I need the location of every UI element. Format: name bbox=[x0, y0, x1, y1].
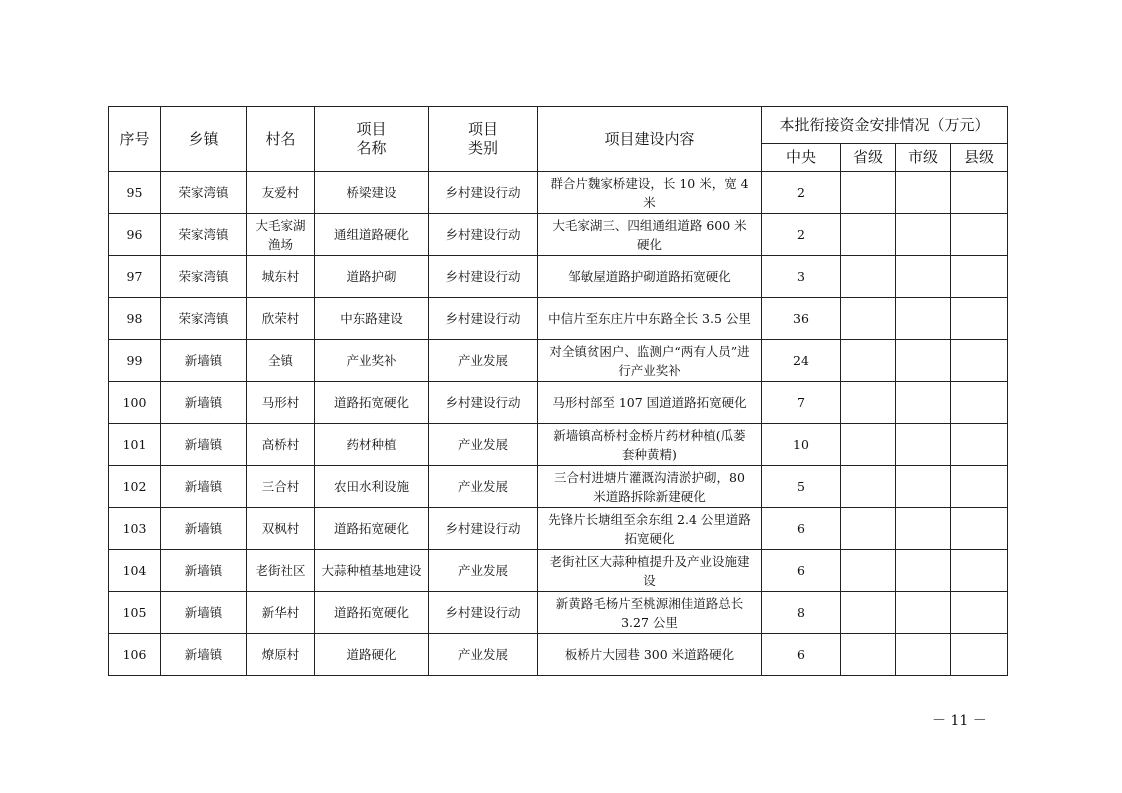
table-row bbox=[109, 550, 1008, 592]
cell-seq: 105 bbox=[109, 592, 161, 634]
cell-township: 荣家湾镇 bbox=[161, 256, 247, 298]
cell-city bbox=[896, 508, 951, 550]
cell-county bbox=[951, 340, 1008, 382]
cell-project-type: 乡村建设行动 bbox=[429, 382, 538, 424]
cell-project-name: 道路拓宽硬化 bbox=[315, 508, 429, 550]
cell-township: 新墙镇 bbox=[161, 424, 247, 466]
table-row bbox=[109, 634, 1008, 676]
header-seq: 序号 bbox=[109, 107, 161, 172]
table-row bbox=[109, 298, 1008, 340]
table-row bbox=[109, 466, 1008, 508]
header-provincial: 省级 bbox=[841, 144, 896, 172]
cell-provincial bbox=[841, 298, 896, 340]
cell-provincial bbox=[841, 382, 896, 424]
page-number: － 11 － bbox=[932, 713, 987, 729]
cell-project-name: 中东路建设 bbox=[315, 298, 429, 340]
cell-project-type: 乡村建设行动 bbox=[429, 298, 538, 340]
cell-county bbox=[951, 550, 1008, 592]
cell-central: 6 bbox=[762, 550, 841, 592]
cell-county bbox=[951, 214, 1008, 256]
cell-county bbox=[951, 298, 1008, 340]
cell-project-type: 乡村建设行动 bbox=[429, 592, 538, 634]
cell-county bbox=[951, 382, 1008, 424]
cell-township: 荣家湾镇 bbox=[161, 298, 247, 340]
cell-content: 中信片至东庄片中东路全长 3.5 公里 bbox=[538, 298, 762, 340]
cell-village: 友爱村 bbox=[247, 172, 315, 214]
cell-city bbox=[896, 424, 951, 466]
table-header bbox=[109, 107, 1008, 172]
cell-township: 新墙镇 bbox=[161, 634, 247, 676]
cell-seq: 96 bbox=[109, 214, 161, 256]
cell-content: 群合片魏家桥建设，长 10 米，宽 4 米 bbox=[538, 172, 762, 214]
cell-township: 新墙镇 bbox=[161, 382, 247, 424]
cell-village: 全镇 bbox=[247, 340, 315, 382]
cell-project-name: 道路护砌 bbox=[315, 256, 429, 298]
cell-central: 7 bbox=[762, 382, 841, 424]
cell-village: 燎原村 bbox=[247, 634, 315, 676]
cell-seq: 95 bbox=[109, 172, 161, 214]
table-body bbox=[109, 172, 1008, 676]
cell-village: 双枫村 bbox=[247, 508, 315, 550]
cell-provincial bbox=[841, 340, 896, 382]
cell-project-name: 药材种植 bbox=[315, 424, 429, 466]
cell-content: 三合村进塘片灌溉沟清淤护砌，80 米道路拆除新建硬化 bbox=[538, 466, 762, 508]
cell-township: 荣家湾镇 bbox=[161, 214, 247, 256]
cell-seq: 104 bbox=[109, 550, 161, 592]
cell-county bbox=[951, 424, 1008, 466]
header-central: 中央 bbox=[762, 144, 841, 172]
cell-project-type: 产业发展 bbox=[429, 634, 538, 676]
cell-central: 36 bbox=[762, 298, 841, 340]
cell-village: 欣荣村 bbox=[247, 298, 315, 340]
cell-project-type: 产业发展 bbox=[429, 340, 538, 382]
cell-central: 2 bbox=[762, 214, 841, 256]
cell-project-name: 道路拓宽硬化 bbox=[315, 592, 429, 634]
cell-county bbox=[951, 508, 1008, 550]
cell-city bbox=[896, 592, 951, 634]
cell-project-type: 乡村建设行动 bbox=[429, 256, 538, 298]
cell-village: 高桥村 bbox=[247, 424, 315, 466]
table-row bbox=[109, 340, 1008, 382]
cell-county bbox=[951, 592, 1008, 634]
cell-township: 新墙镇 bbox=[161, 592, 247, 634]
cell-central: 2 bbox=[762, 172, 841, 214]
cell-county bbox=[951, 466, 1008, 508]
header-content: 项目建设内容 bbox=[538, 107, 762, 172]
table-row bbox=[109, 214, 1008, 256]
cell-content: 老街社区大蒜种植提升及产业设施建设 bbox=[538, 550, 762, 592]
cell-provincial bbox=[841, 466, 896, 508]
cell-content: 马形村部至 107 国道道路拓宽硬化 bbox=[538, 382, 762, 424]
cell-provincial bbox=[841, 172, 896, 214]
cell-project-type: 乡村建设行动 bbox=[429, 172, 538, 214]
funding-table bbox=[108, 106, 1008, 676]
cell-central: 24 bbox=[762, 340, 841, 382]
cell-central: 6 bbox=[762, 634, 841, 676]
cell-provincial bbox=[841, 256, 896, 298]
cell-seq: 103 bbox=[109, 508, 161, 550]
table-row bbox=[109, 508, 1008, 550]
header-township: 乡镇 bbox=[161, 107, 247, 172]
header-funding: 本批衔接资金安排情况（万元） bbox=[762, 107, 1008, 144]
cell-project-type: 产业发展 bbox=[429, 550, 538, 592]
header-project-type: 项目 类别 bbox=[429, 107, 538, 172]
cell-provincial bbox=[841, 592, 896, 634]
cell-city bbox=[896, 382, 951, 424]
cell-provincial bbox=[841, 550, 896, 592]
cell-central: 8 bbox=[762, 592, 841, 634]
cell-city bbox=[896, 340, 951, 382]
cell-content: 板桥片大园巷 300 米道路硬化 bbox=[538, 634, 762, 676]
header-county: 县级 bbox=[951, 144, 1008, 172]
cell-seq: 100 bbox=[109, 382, 161, 424]
cell-city bbox=[896, 214, 951, 256]
cell-city bbox=[896, 256, 951, 298]
cell-city bbox=[896, 466, 951, 508]
table-row bbox=[109, 256, 1008, 298]
cell-county bbox=[951, 634, 1008, 676]
cell-county bbox=[951, 172, 1008, 214]
cell-provincial bbox=[841, 214, 896, 256]
cell-city bbox=[896, 634, 951, 676]
cell-project-name: 大蒜种植基地建设 bbox=[315, 550, 429, 592]
cell-content: 新黄路毛杨片至桃源湘佳道路总长 3.27 公里 bbox=[538, 592, 762, 634]
table-row bbox=[109, 592, 1008, 634]
table-row bbox=[109, 172, 1008, 214]
cell-city bbox=[896, 172, 951, 214]
cell-project-name: 通组道路硬化 bbox=[315, 214, 429, 256]
header-city: 市级 bbox=[896, 144, 951, 172]
cell-central: 10 bbox=[762, 424, 841, 466]
table-row bbox=[109, 382, 1008, 424]
cell-content: 对全镇贫困户、监测户“两有人员”进行产业奖补 bbox=[538, 340, 762, 382]
cell-seq: 106 bbox=[109, 634, 161, 676]
cell-content: 大毛家湖三、四组通组道路 600 米硬化 bbox=[538, 214, 762, 256]
cell-content: 先锋片长塘组至余东组 2.4 公里道路拓宽硬化 bbox=[538, 508, 762, 550]
cell-project-type: 乡村建设行动 bbox=[429, 508, 538, 550]
cell-village: 三合村 bbox=[247, 466, 315, 508]
cell-provincial bbox=[841, 424, 896, 466]
cell-content: 新墙镇高桥村金桥片药材种植(瓜蒌套种黄精) bbox=[538, 424, 762, 466]
cell-city bbox=[896, 550, 951, 592]
cell-project-name: 桥梁建设 bbox=[315, 172, 429, 214]
cell-provincial bbox=[841, 634, 896, 676]
cell-project-name: 产业奖补 bbox=[315, 340, 429, 382]
cell-village: 马形村 bbox=[247, 382, 315, 424]
cell-seq: 99 bbox=[109, 340, 161, 382]
cell-central: 3 bbox=[762, 256, 841, 298]
cell-central: 5 bbox=[762, 466, 841, 508]
cell-project-type: 产业发展 bbox=[429, 466, 538, 508]
header-project-name: 项目 名称 bbox=[315, 107, 429, 172]
cell-village: 新华村 bbox=[247, 592, 315, 634]
cell-provincial bbox=[841, 508, 896, 550]
cell-project-name: 道路拓宽硬化 bbox=[315, 382, 429, 424]
cell-seq: 98 bbox=[109, 298, 161, 340]
cell-seq: 102 bbox=[109, 466, 161, 508]
cell-city bbox=[896, 298, 951, 340]
cell-village: 大毛家湖渔场 bbox=[247, 214, 315, 256]
cell-project-name: 农田水利设施 bbox=[315, 466, 429, 508]
cell-township: 新墙镇 bbox=[161, 466, 247, 508]
cell-project-type: 产业发展 bbox=[429, 424, 538, 466]
cell-county bbox=[951, 256, 1008, 298]
cell-seq: 101 bbox=[109, 424, 161, 466]
cell-village: 城东村 bbox=[247, 256, 315, 298]
cell-township: 荣家湾镇 bbox=[161, 172, 247, 214]
header-village: 村名 bbox=[247, 107, 315, 172]
table-row bbox=[109, 424, 1008, 466]
cell-content: 邹敏屋道路护砌道路拓宽硬化 bbox=[538, 256, 762, 298]
cell-project-type: 乡村建设行动 bbox=[429, 214, 538, 256]
cell-central: 6 bbox=[762, 508, 841, 550]
cell-township: 新墙镇 bbox=[161, 340, 247, 382]
cell-township: 新墙镇 bbox=[161, 508, 247, 550]
cell-seq: 97 bbox=[109, 256, 161, 298]
cell-township: 新墙镇 bbox=[161, 550, 247, 592]
cell-village: 老街社区 bbox=[247, 550, 315, 592]
cell-project-name: 道路硬化 bbox=[315, 634, 429, 676]
